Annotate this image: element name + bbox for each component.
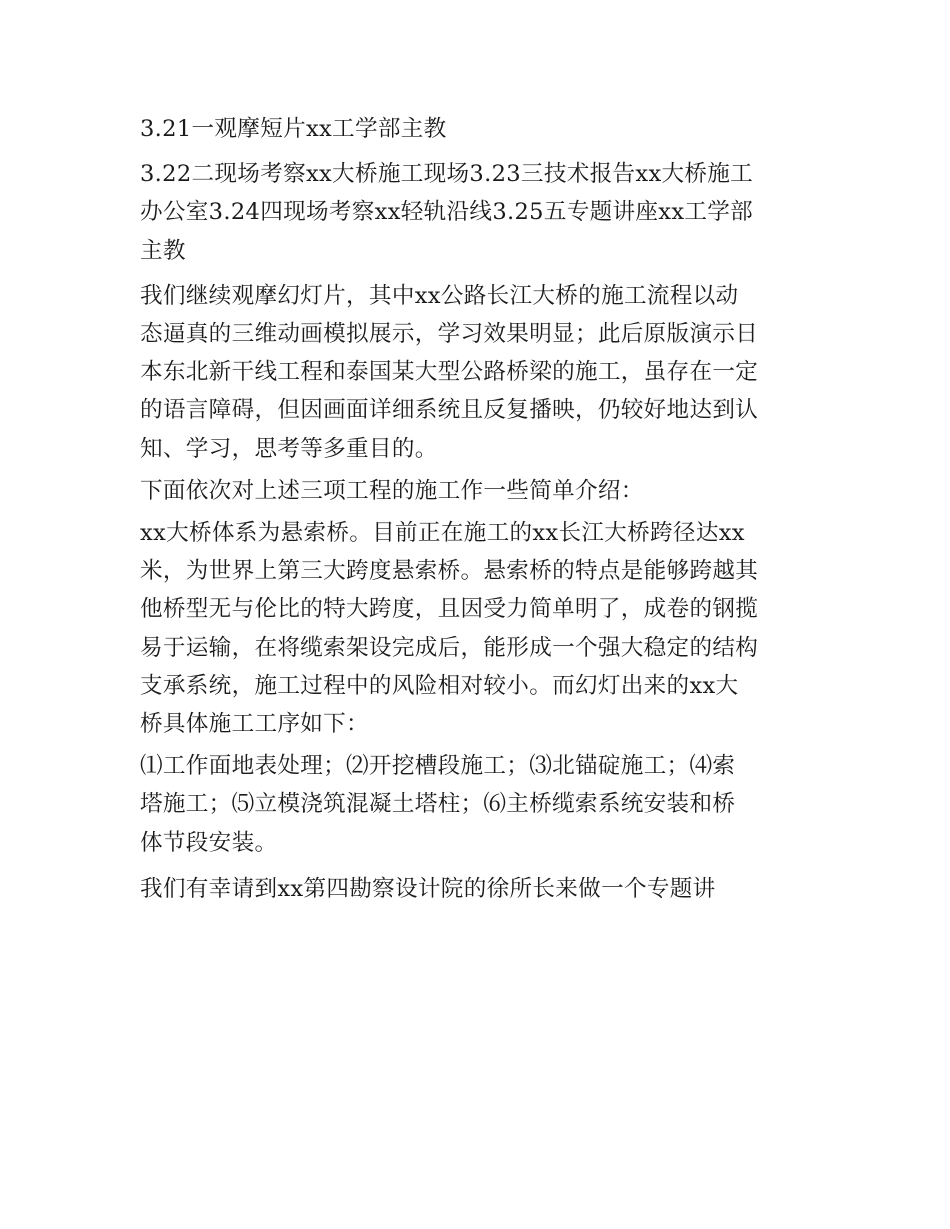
text-line: 易于运输，在将缆索架设完成后，能形成一个强大稳定的结构 — [140, 634, 759, 661]
text-line: 3.21一观摩短片xx工学部主教 — [140, 116, 447, 142]
text-line: xx大桥体系为悬索桥。目前正在施工的xx长江大桥跨径达xx — [140, 520, 745, 547]
text-line: 主教 — [140, 237, 186, 264]
paragraph-special-lecture — [140, 870, 815, 908]
text-line: ⑴工作面地表处理；⑵开挖槽段施工；⑶北锚碇施工；⑷索 — [140, 753, 736, 780]
text-line: 我们继续观摩幻灯片，其中xx公路长江大桥的施工流程以动 — [140, 282, 739, 309]
text-line: 我们有幸请到xx第四勘察设计院的徐所长来做一个专题讲 — [140, 875, 716, 902]
text-line: 支承系统，施工过程中的风险相对较小。而幻灯出来的xx大 — [140, 672, 739, 699]
text-line: 本东北新干线工程和泰国某大型公路桥梁的施工，虽存在一定 — [140, 359, 759, 386]
text-line: 体节段安装。 — [140, 829, 278, 856]
text-line: 下面依次对上述三项工程的施工作一些简单介绍： — [140, 477, 644, 504]
paragraph-intro-three-projects — [140, 472, 815, 510]
paragraph-suspension-bridge — [140, 514, 815, 743]
paragraph-construction-steps — [140, 747, 815, 862]
text-line: 米，为世界上第三大跨度悬索桥。悬索桥的特点是能够跨越其 — [140, 558, 759, 585]
text-line: 态逼真的三维动画模拟展示，学习效果明显；此后原版演示日 — [140, 321, 759, 348]
paragraph-slides-viewing — [140, 277, 815, 468]
text-line: 的语言障碍，但因画面详细系统且反复播映，仍较好地达到认 — [140, 397, 759, 424]
text-line: 知、学习，思考等多重目的。 — [140, 435, 438, 462]
text-line: 他桥型无与伦比的特大跨度，且因受力简单明了，成卷的钢揽 — [140, 596, 759, 623]
text-line: 塔施工；⑸立模浇筑混凝土塔柱；⑹主桥缆索系统安装和桥 — [140, 791, 736, 818]
text-line: 3.22二现场考察xx大桥施工现场3.23三技术报告xx大桥施工 — [140, 161, 754, 188]
paragraph-schedule-3-21 — [140, 110, 815, 148]
document-body — [140, 110, 815, 908]
text-line: 办公室3.24四现场考察xx轻轨沿线3.25五专题讲座xx工学部 — [140, 199, 754, 226]
paragraph-schedule-3-22-to-3-25 — [140, 155, 815, 270]
text-line: 桥具体施工工序如下： — [140, 711, 369, 738]
